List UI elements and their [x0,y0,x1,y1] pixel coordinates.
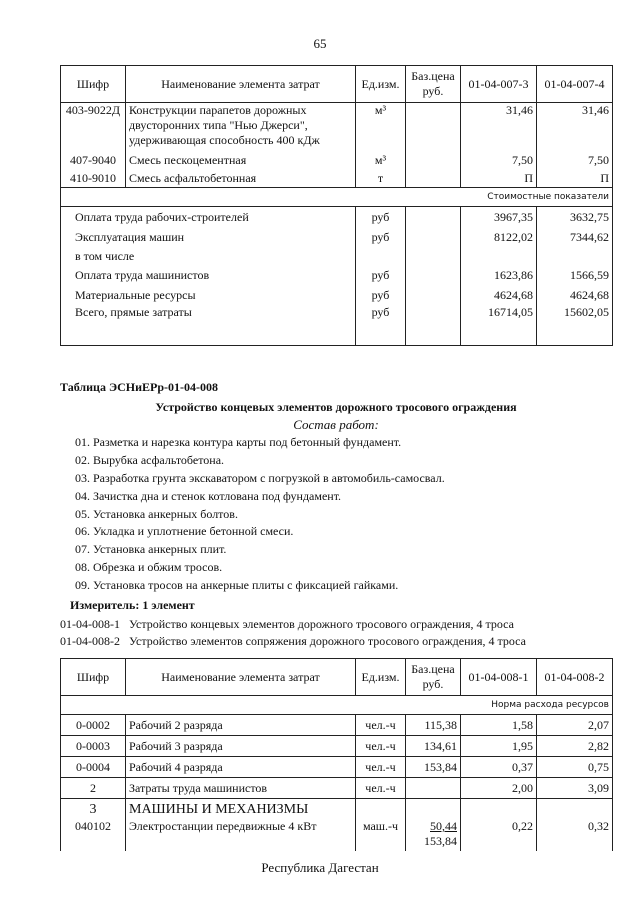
cell-name: Конструкции парапетов дорожных двусторонних типа "Нью Джерси", удерживающая способность 400 кДж [126,103,356,152]
table-row [61,757,613,778]
cell-price: 153,84 [406,757,461,778]
summary-row [61,207,613,228]
cell-code: 0-0004 [61,757,126,778]
cell-code: 040102 [61,819,126,851]
list-item: 02. Вырубка асфальтобетона. [75,452,225,467]
header-unit: Ед.изм. [356,659,406,696]
cell-price [406,778,461,799]
header-price: Баз.цена руб. [406,659,461,696]
resource-norm-band [61,696,613,715]
page-number: 65 [313,36,327,51]
cell-value-2: 0,32 [537,819,613,851]
summary-row [61,305,613,325]
cell-code: 403-9022Д [61,103,126,152]
summary-value-2: 1566,59 [537,266,613,285]
table-row [61,151,613,169]
list-item: 03. Разработка грунта экскаватором с погрузкой в автомобиль-самосвал. [75,470,445,485]
summary-name: Оплата труда рабочих-строителей [61,207,356,228]
section-number: 3 [61,799,126,820]
meter-label: Измеритель: 1 элемент [70,598,195,612]
summary-name: Эксплуатация машин [61,227,356,247]
summary-value-2: 7344,62 [537,227,613,247]
list-item: 07. Установка анкерных плит. [75,542,227,557]
cell-value-2: 2,82 [537,736,613,757]
table-row [61,715,613,736]
cell-value-2: 3,09 [537,778,613,799]
summary-unit: руб [356,266,406,285]
table-row [61,169,613,188]
cell-code: 407-9040 [61,151,126,169]
section-header-row [61,799,613,820]
cell-name: Рабочий 4 разряда [126,757,356,778]
table-row [61,103,613,152]
summary-name: Материальные ресурсы [61,285,356,305]
list-item: 08. Обрезка и обжим тросов. [75,560,223,575]
summary-name: Всего, прямые затраты [61,305,356,325]
band-label: Норма расхода ресурсов [61,696,613,715]
summary-row [61,227,613,247]
cell-value-2: П [537,169,613,188]
resource-table-01-04-008 [60,658,613,851]
cell-value-1: П [461,169,537,188]
band-label: Стоимостные показатели [61,188,613,207]
cell-name: Рабочий 2 разряда [126,715,356,736]
summary-value-1: 3967,35 [461,207,537,228]
table-bottom-spacer [61,325,613,346]
table-row [61,778,613,799]
section-title: МАШИНЫ И МЕХАНИЗМЫ [126,799,356,820]
cell-value-2: 7,50 [537,151,613,169]
work-steps-list [75,434,445,595]
table-row [61,819,613,851]
summary-value-1 [461,247,537,266]
list-item: 09. Установка тросов на анкерные плиты с фиксацией гайками. [75,578,399,593]
cell-code: 0-0002 [61,715,126,736]
cost-indicators-band [61,188,613,207]
cell-name: Электростанции передвижные 4 кВт [126,819,356,851]
code-definitions [60,616,526,650]
table-row [61,736,613,757]
header-col1: 01-04-007-3 [461,66,537,103]
summary-value-2: 15602,05 [537,305,613,325]
cell-unit: м³ [356,151,406,169]
cell-price [406,103,461,152]
cell-unit: чел.-ч [356,736,406,757]
header-code: Шифр [61,66,126,103]
summary-row [61,247,613,266]
cell-value-2: 2,07 [537,715,613,736]
cell-price: 134,61 [406,736,461,757]
cell-name: Смесь пескоцементная [126,151,356,169]
table-header-row [61,66,613,103]
summary-unit: руб [356,305,406,325]
cell-unit: маш.-ч [356,819,406,851]
header-name: Наименование элемента затрат [126,66,356,103]
summary-name: в том числе [61,247,356,266]
cell-value-1: 1,58 [461,715,537,736]
cell-value-1: 0,37 [461,757,537,778]
table-header-row [61,659,613,696]
section-subtitle: Устройство концевых элементов дорожного тросового ограждения [155,400,517,414]
header-unit: Ед.изм. [356,66,406,103]
cell-unit: т [356,169,406,188]
header-col1: 01-04-008-1 [461,659,537,696]
cell-name: Затраты труда машинистов [126,778,356,799]
summary-value-2 [537,247,613,266]
cell-value-2: 0,75 [537,757,613,778]
summary-name: Оплата труда машинистов [61,266,356,285]
cell-value-1: 2,00 [461,778,537,799]
cell-code: 2 [61,778,126,799]
page-footer: Республика Дагестан [261,860,379,875]
table-title: Таблица ЭСНиЕРр-01-04-008 [60,380,219,394]
cell-unit: чел.-ч [356,715,406,736]
summary-row [61,285,613,305]
summary-value-1: 4624,68 [461,285,537,305]
header-price: Баз.цена руб. [406,66,461,103]
price-value: 153,84 [424,834,457,848]
summary-unit: руб [356,207,406,228]
cell-value-1: 0,22 [461,819,537,851]
summary-value-1: 8122,02 [461,227,537,247]
header-name: Наименование элемента затрат [126,659,356,696]
list-item: 05. Установка анкерных болтов. [75,506,238,521]
code-definition: 01-04-008-1 Устройство концевых элементов дорожного тросового ограждения, 4 троса [60,617,514,631]
list-item: 01. Разметка и нарезка контура карты под бетонный фундамент. [75,435,402,449]
header-code: Шифр [61,659,126,696]
price-value: 50,44 [430,819,457,833]
summary-unit [356,247,406,266]
cell-name: Смесь асфальтобетонная [126,169,356,188]
summary-value-2: 4624,68 [537,285,613,305]
summary-unit: руб [356,285,406,305]
code-definition: 01-04-008-2 Устройство элементов сопряжения дорожного тросового ограждения, 4 троса [60,634,526,648]
summary-value-1: 16714,05 [461,305,537,325]
summary-value-1: 1623,86 [461,266,537,285]
cell-value-1: 7,50 [461,151,537,169]
cell-value-2: 31,46 [537,103,613,152]
summary-row [61,266,613,285]
cell-price [406,819,461,851]
summary-value-2: 3632,75 [537,207,613,228]
cell-price [406,169,461,188]
cell-code: 0-0003 [61,736,126,757]
cell-unit: м³ [356,103,406,152]
list-item: 06. Укладка и уплотнение бетонной смеси. [75,524,294,539]
summary-unit: руб [356,227,406,247]
cell-price [406,151,461,169]
header-col2: 01-04-008-2 [537,659,613,696]
cell-price: 115,38 [406,715,461,736]
cell-unit: чел.-ч [356,757,406,778]
cell-value-1: 31,46 [461,103,537,152]
cell-name: Рабочий 3 разряда [126,736,356,757]
cell-unit: чел.-ч [356,778,406,799]
cell-code: 410-9010 [61,169,126,188]
resource-table-01-04-007 [60,65,613,346]
header-col2: 01-04-007-4 [537,66,613,103]
list-item: 04. Зачистка дна и стенок котлована под фундамент. [75,488,342,503]
composition-label: Состав работ: [293,417,379,432]
cell-value-1: 1,95 [461,736,537,757]
